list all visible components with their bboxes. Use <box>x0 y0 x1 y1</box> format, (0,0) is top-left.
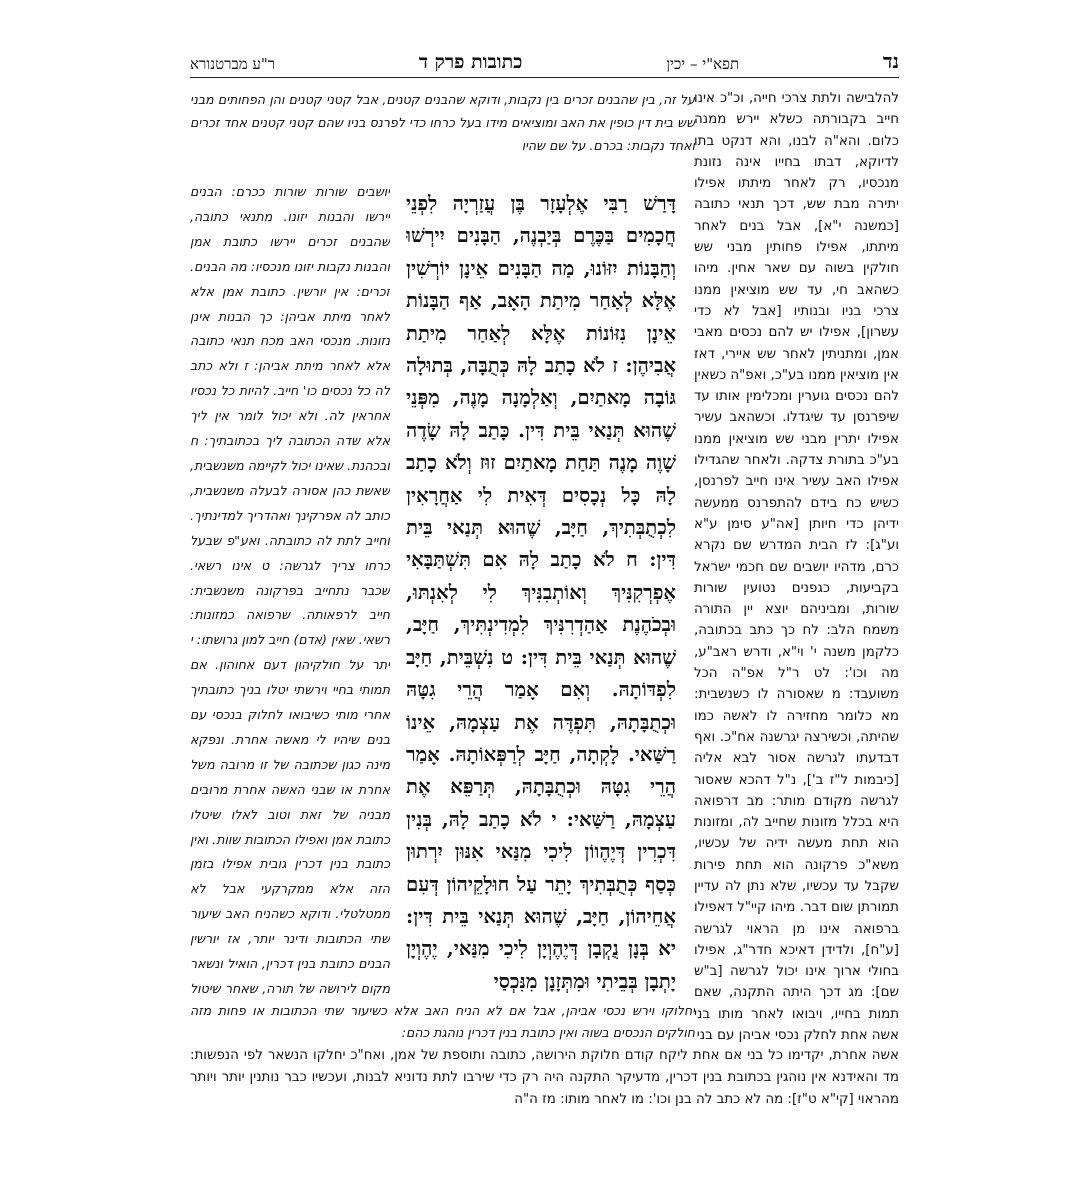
header-rule <box>190 77 899 78</box>
page-number: נד <box>882 49 899 73</box>
left-commentary-label: ר"ע מברטנורא <box>190 55 276 73</box>
bartenura-commentary-top: על זה, בין שהבנים זכרים בין נקבות, ודוקא שהבנים קטנים, אבל קטני קטנים והן הפחותים מבני שש בית דין כופין את האב ומוציאים מידו בעל כרחו כדי לפרנס בניו שהם קטני קטנים אחד זכרים ואחד נקבות: בכרם. על שם שהיו <box>190 92 695 153</box>
commentary-footer: אשה אחרת, יקדימו כל בני אם אחת ליקח קודם חלוקת הירושה, כתובה ותוספת של אמן, ואח"כ יחלקו הנשאר לפי הנפשות: מד והאידנא אין נוהגין בכתובת בנין דכרין, מדעיקר התקנה היה רק כדי שירבו לתת נדוניא לבנות, ועכשיו כבר נותנין יותר ויותר מהראוי [קי"א ט"ז]: מה לא כתב לה בנן וכו': מו לאחר מותו: מז ה"ה <box>190 1048 899 1107</box>
right-commentary-label: תפא"י – יכין <box>666 55 740 73</box>
tractate-chapter-title: כתובות פרק ד <box>418 51 523 73</box>
page-header <box>190 42 899 74</box>
mishnah-text: דָּרַשׁ רַבִּי אֶלְעָזָר בֶּן עֲזַרְיָה לִפְנֵי חֲכָמִים בַּכֶּרֶם בְּיַבְנֶה, הַבָּנִים יִירְשׁוּ וְהַבָּנוֹת יִזּוֹנוּ, מַה הַבָּנִים אֵינָן יוֹרְשִׁין אֶלָּא לְאַחַר מִיתַת הָאָב, אַף הַבָּנוֹת אֵינָן נִזּוֹנוֹת אֶלָּא לְאַחַר מִיתַת אֲבִיהֶן: ז לֹא כָתַב לָהּ כְּתֻבָּה, בְּתוּלָה גּוֹבָה מָאתַיִם, וְאַלְמָנָה מָנֶה, מִפְּנֵי שֶׁהוּא תְּנַאי בֵּית דִּין. כָּתַב לָהּ שָׂדֶה שָׁוֶה מָנֶה תַּחַת מָאתַיִם זוּז וְלֹא כָתַב לָהּ כָּל נְכָסִים דְּאִית לִי אַחֲרָאִין לִכְתֻבְּתִיךְ, חַיָּב, שֶׁהוּא תְּנַאי בֵּית דִּין: ח לֹא כָתַב לָהּ אִם תִּשְׁתַּבָּאִי אֶפְרְקִנִּיךְ וְאוֹתְבִנִּיךְ לִי לְאִנְתּוּ, וּבְכֹהֶנֶת אַהַדְרִנִּיךְ לִמְדִינְתִּיךְ, חַיָּב, שֶׁהוּא תְּנַאי בֵּית דִּין: ט נִשְׁבֵּית, חַיָּב לִפְדּוֹתָהּ. וְאִם אָמַר הֲרֵי גִטָּהּ וּכְתֻבָּתָהּ, תִּפְדֶּה אֶת עַצְמָהּ, אֵינוֹ רַשַּׁאי. לָקְתָה, חַיָּב לְרַפְּאוֹתָהּ. אָמַר הֲרֵי גִטָּהּ וּכְתֻבָּתָהּ, תְּרַפֵּא אֶת עַצְמָהּ, רַשַּׁאי: י לֹא כָתַב לָהּ, בְּנִין דִּכְרִין דְּיֶהֶווֹן לִיכִי מִנַּאי אִנּוּן יִרְתוּן כְּסַף כְּתֻבְּתִיךְ יָתֵר עַל חוּלָקֵיהוֹן דְּעִם אֲחֵיהוֹן, חַיָּב, שֶׁהוּא תְּנַאי בֵּית דִּין: יא בְּנָן נֻקְבָן דְּיֶהֶוְיָן לִיכִי מִנַּאי, יֶהֶוְיָן יָתְבָן בְּבֵיתִי וּמִתְּזָנָן מִנִּכְסַי <box>406 192 676 993</box>
bartenura-commentary: יושבים שורות שורות ככרם: הבנים יירשו והבנות יזונו. מתנאי כתובה, שהבנים זכרים יירשו כתובת אמן והבנות נקבות יזונו מנכסיו: מה הבנים. זכרים: אין יורשין. כתובת אמן אלא לאחר מיתת אביהן: כך הבנות אינן נזונות. מנכסי האב מכח תנאי כתובה אלא לאחר מיתת אביהן: ז ולא כתב לה כל נכסים כו' חייב. להיות כל נכסיו אחראין לה. ולא יכול לומר אין ליך אלא שדה הכתובה ליך בכתובתיך: ח ובכהנת. שאינו יכול לקיימה משנשבית, שאשת כהן אסורה לבעלה משנשבית, כותב לה אפרקינך ואהדריך למדינתיך. וחייב לתת לה כתובתה. ואע"פ שבעל כרחו צריך לגרשה: ט אינו רשאי. שכבר נתחייב בפרקונה משנשבית: חייב לרפאותה. שרפואה כמזונות: רשאי. שאין (אדם) חייב למון גרושתו: י יתר על חולקיהון דעם אחוהון. אם תמותי בחיי וירשתי יטלו בניך כתובתיך אחרי מותי כשיבואו לחלוק בנכסי עם בנים שיהיו לי מאשה אחרת. ונפקא מינה כגון שכתובה של זו מרובה משל אחרת או שבני האשה אחרת מרובים מבניה של זאת וטוב לאלו שיטלו כתובת אמן ואפילו הכתובות שוות. ואין כתובת בנין דכרין גובית אפילו בזמן הזה אלא ממקרקעי אבל לא ממטלטלי. ודוקא כשהניח האב שיעור שתי הכתובות ודינר יותר, אז יורשין הבנים כתובת בנין דכרין, הואיל ונשאר מקום לירושה של תורה, שאחר שיטול <box>190 184 390 996</box>
bartenura-commentary-bottom: יחלוקו וירש נכסי אביהן, אבל אם לא הניח האב אלא כשיעור שתי הכתובות או פחות מזה חולקים הנכסים בשוה ואין כתובת בנין דכרין נוהגת כהם: <box>190 1003 695 1040</box>
tiferet-yisrael-commentary: להלבישה ולתת צרכי חייה, וכ"כ אינו חייב בקבורתה כשלא יירש ממנה כלום. והא"ה לבנו, והא דנקט בתו לדיוקא, דבתו בחייו אינה נזונת מנכסיו, רק לאחר מיתתו אפילו יתירה מבת שש, דכך תנאי כתובה [כמשנה י"א], אבל בנים לאחר מיתתו, אפילו פחותין מבני שש חולקין בשוה עם שאר אחין. מיהו כשהאב חי, עד שש מוציאין ממנו צרכי בניו ובנותיו [אבל לא כדי עשרון], אפילו יש להם נכסים מאבי אמן, ומתניתין לאחר שש איירי, דאז אין מוציאין ממנו בע"כ, ואפ"ה כשאין להם נכסים גוערין ומכלימין אותו עד שיפרנסן עד שיגדלו. וכשהאב עשיר אפילו יתרין מבני שש מוציאין ממנו בע"כ בתורת צדקה. ולאחר שהגדילו אפילו האב עשיר אינו חייב לפרנסן, כשיש כח בידם להתפרנס ממעשה ידיהן כדי חיותן [אה"ע סימן ע"א וע"ג]: לז הבית המדרש שם נקרא כרם, מדהיו יושבים שם חכמי ישראל בקביעות, כגפנים נטועין שורות שורות, ומביניהם יוצא יין התורה משמח הלב: לח כך כתב בכתובה, כלקמן משנה י' וי"א, ודרש ראב"ע, מה וכו': לט ר"ל אפ"ה הכל משועבד: מ שאסורה לו כשנשבית: מא כלומר מחזירה לו לאשה כמו שהיתה, וכשירצה יגרשנה אח"כ. ואף דבדעתו לגרשה אסור לבא אליה [כיבמות ל"ז ב'], נ"ל דהכא שאסור לגרשה מקודם מותר: מב דרפואה היא בכלל מזונות שחייב לה, ומזונות הוא תחת מעשה ידיה של עכשיו, משא"כ פרקונה הוא תחת פירות שקבל עד עכשיו, שלא נתן לה עדיין תמורתן שום דבר. מיהו קיי"ל דאפילו ברפואה אינו מן הראוי לגרשה [ע"ח], ולדידן דאיכא חדר"ג, אפילו בחולי ארוך אינו יכול לגרשה [ב"ש שם]: מג דכך היתה התקנה, שאם תמות בחייו, ויבואו לאחר מותו בני אשה אחת לחלק נכסי אביהן עם בני <box>694 91 899 1044</box>
